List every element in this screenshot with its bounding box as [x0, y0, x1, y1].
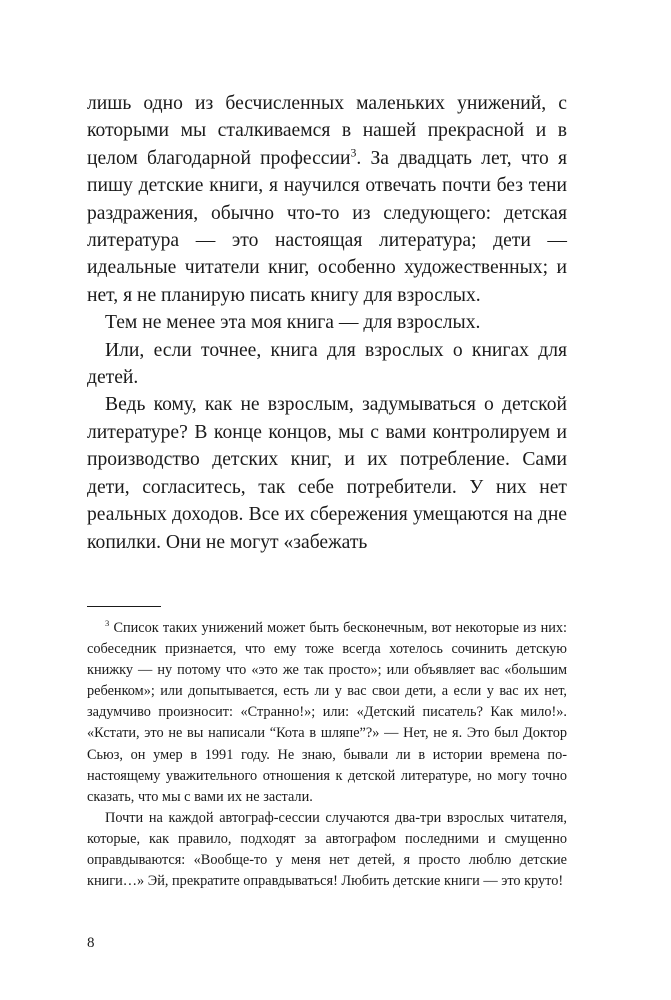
footnote-text: Список таких унижений может быть бесконечным, вот некоторые из них: собеседник признается, что ему тоже всегда хотелось сочинить детскую книжку — ну потому что «это же так просто»; или объявляет вас «большим ребенком»; или допытывается, есть ли у вас свои дети, а если у вас их нет, задумчиво произносит: «Странно!»; или: «Детский писатель? Как мило!». «Кстати, это не вы написали “Кота в шляпе”?» — Нет, не я. Это был Доктор Сьюз, он умер в 1991 году. Не знаю, бывали ли в истории времена по-настоящему уважительного отношения к детской литературе, но могу точно сказать, что мы с вами их не застали. [87, 620, 568, 805]
footnote-separator [87, 606, 161, 607]
footnote-number: 3 [105, 618, 110, 629]
footnotes [87, 618, 567, 892]
paragraph-1 [87, 90, 567, 309]
footnote-paragraph-1 [87, 618, 567, 808]
page-number: 8 [87, 935, 95, 951]
paragraph-1-text-continued: . За двадцать лет, что я пишу детские книги, я научился отвечать почти без тени раздражения, обычно что-то из следующего: детская литература — это настоящая литература; дети — идеальные читатели книг, особенно художественных; и нет, я не планирую писать книгу для взрослых. [87, 147, 568, 306]
footnote-ref: 3 [350, 146, 357, 160]
paragraph-1-text: лишь одно из бесчисленных маленьких унижений, с которыми мы сталкиваемся в нашей прекрасной и в целом благодарной профессии [87, 93, 567, 169]
paragraph-4: Ведь кому, как не взрослым, задумываться о детской литературе? В конце концов, мы с вами контролируем и производство детских книг, и их потребление. Сами дети, согласитесь, так себе потребители. У них нет реальных доходов. Все их сбережения умещаются на дне копилки. Они не могут «забежать [87, 394, 567, 553]
paragraph-3: Или, если точнее, книга для взрослых о книгах для детей. [87, 339, 567, 389]
paragraph-2: Тем не менее эта моя книга — для взрослых. [105, 312, 481, 334]
main-text [87, 90, 567, 556]
footnote-paragraph-2: Почти на каждой автограф-сессии случаются два-три взрослых читателя, которые, как правило, подходят за автографом последними и смущенно оправдываются: «Вообще-то у меня нет детей, я просто люблю детские книги…» Эй, прекратите оправдываться! Любить детские книги — это круто! [87, 809, 567, 890]
